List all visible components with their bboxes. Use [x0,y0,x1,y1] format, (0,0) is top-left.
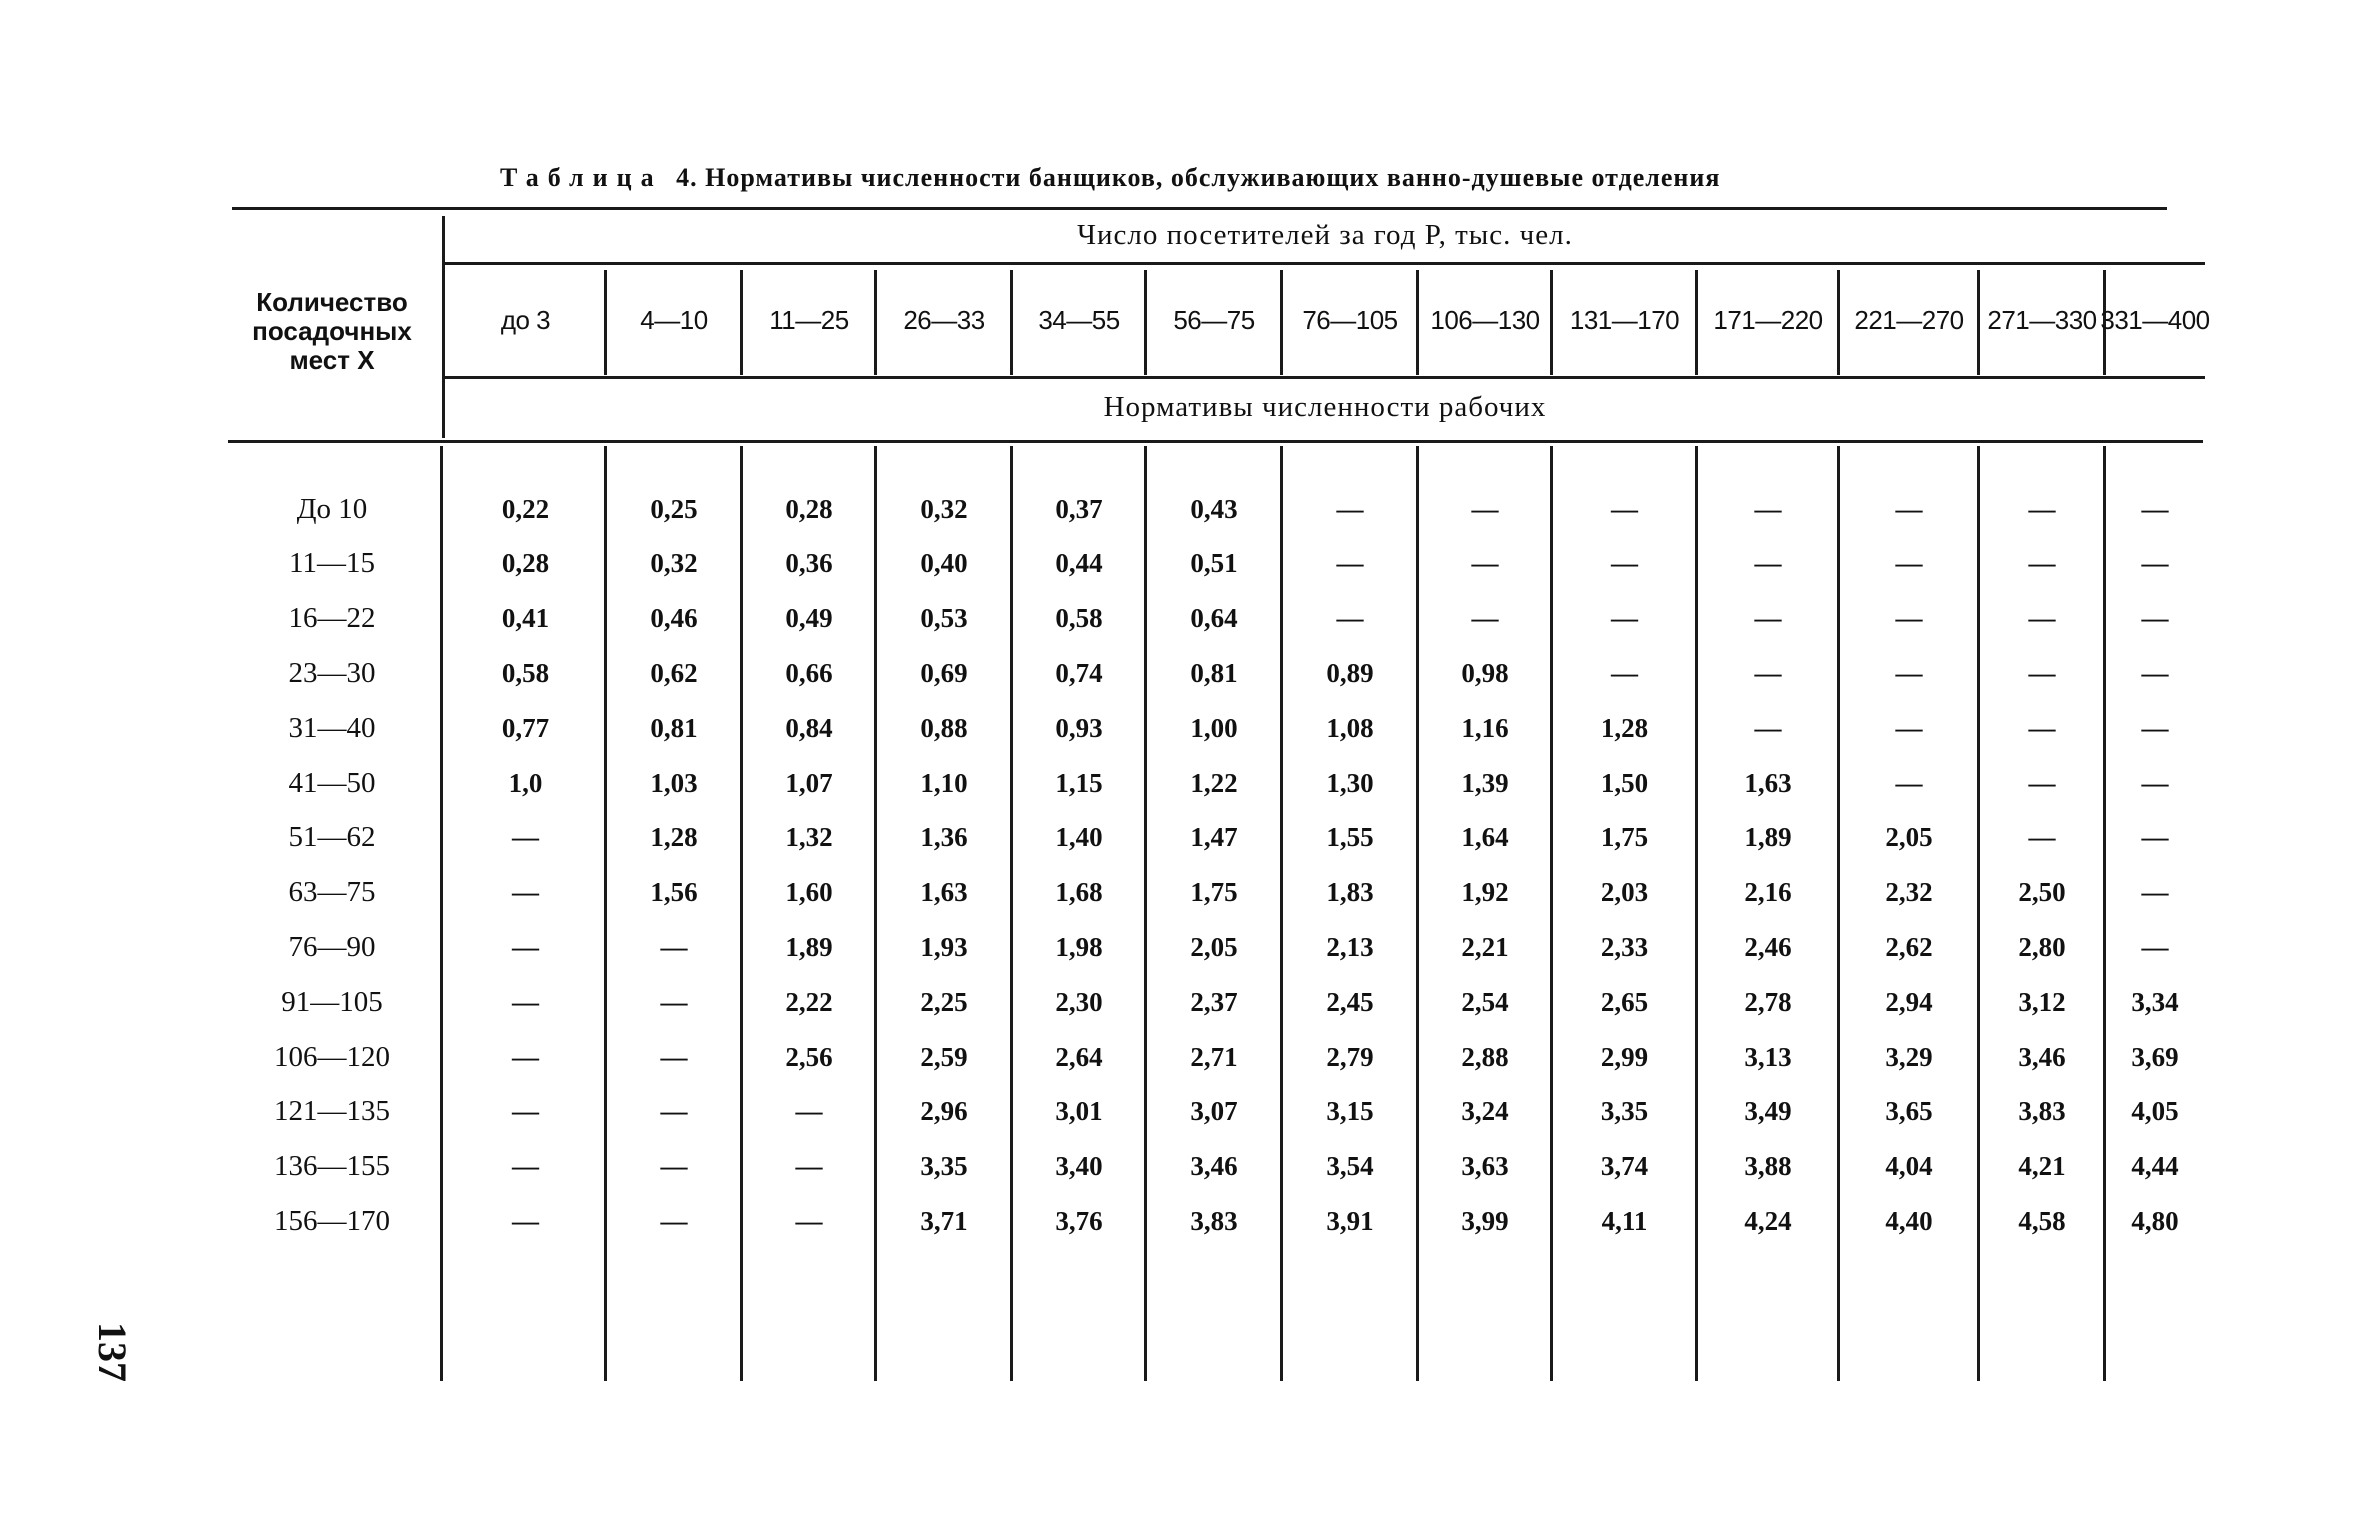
table-cell: 2,03 [1600,877,1649,908]
row-label: 121—135 [274,1095,390,1128]
table-cell: 3,29 [1885,1041,1933,1072]
table-cell: 1,55 [1326,822,1374,853]
table-cell: 1,28 [1600,712,1649,743]
table-cell: — [1895,712,1923,743]
column-header: 11—25 [769,305,849,335]
table-cell: 1,75 [1600,822,1649,853]
table-cell: 1,16 [1461,712,1509,743]
row-label: 76—90 [288,930,376,963]
table-cell: 1,83 [1326,877,1374,908]
table-cell: — [512,931,539,962]
table-cell: 0,40 [920,548,968,579]
table-cell: 2,32 [1885,877,1933,908]
table-cell: 0,64 [1190,603,1238,634]
table-cell: — [2141,548,2169,579]
table-cell: 3,71 [920,1205,968,1236]
table-cell: — [1754,548,1782,579]
table-cell: 2,30 [1055,986,1103,1017]
table-cell: 2,62 [1885,931,1933,962]
table-cell: — [660,1151,688,1182]
table-cell: 2,59 [920,1041,968,1072]
table-cell: — [2028,493,2056,524]
table-cell: 2,05 [1190,931,1238,962]
table-cell: 3,83 [1190,1205,1238,1236]
table-cell: 3,01 [1055,1096,1103,1127]
table-cell: 3,91 [1326,1205,1374,1236]
table-cell: — [512,1096,539,1127]
table-cell: — [795,1151,823,1182]
table-cell: 0,28 [785,493,833,524]
table-cell: — [660,931,688,962]
column-header: 171—220 [1713,305,1823,335]
table-cell: — [1611,603,1638,634]
table-cell: 1,36 [920,822,968,853]
table-cell: 2,22 [785,986,833,1017]
table-cell: 2,25 [920,986,968,1017]
table-cell: 1,30 [1326,767,1374,798]
table-cell: 1,47 [1190,822,1238,853]
table-cell: 3,35 [1600,1096,1649,1127]
table-cell: 3,49 [1744,1096,1792,1127]
table-cell: 1,56 [650,877,698,908]
table-cell: 1,32 [785,822,833,853]
table-cell: 1,68 [1055,877,1103,908]
table-cell: — [1471,603,1499,634]
table-cell: 4,04 [1885,1151,1933,1182]
row-label: 136—155 [274,1150,390,1183]
table-cell: 1,03 [650,767,698,798]
table-cell: — [2141,712,2169,743]
table-cell: 3,99 [1461,1205,1509,1236]
table-cell: — [1895,603,1923,634]
column-header: 34—55 [1038,305,1120,335]
table-cell: — [2028,767,2056,798]
table-cell: 4,40 [1885,1205,1933,1236]
table-cell: 3,46 [1190,1151,1238,1182]
table-cell: 1,0 [508,767,543,798]
row-label: 51—62 [288,821,376,854]
table-cell: — [1895,493,1923,524]
table-cell: 2,96 [920,1096,968,1127]
table-cell: 1,89 [1744,822,1792,853]
table-cell: 0,46 [650,603,698,634]
table-cell: 0,28 [501,548,550,579]
table-cell: — [1611,657,1638,688]
table-cell: 3,74 [1600,1151,1649,1182]
page-number: 137 [90,1322,135,1382]
table-cell: 1,64 [1461,822,1509,853]
table-cell: — [1754,712,1782,743]
table-cell: — [660,1205,688,1236]
table-cell: — [512,1151,539,1182]
table-cell: 4,44 [2131,1151,2179,1182]
table-cell: 0,58 [1055,603,1103,634]
table-cell: 2,65 [1600,986,1649,1017]
table-cell: — [660,986,688,1017]
table-cell: 3,24 [1461,1096,1509,1127]
table-cell: — [512,986,539,1017]
column-header: 331—400 [2100,305,2210,335]
table-cell: 3,88 [1744,1151,1792,1182]
table-cell: 2,54 [1461,986,1509,1017]
table-cell: — [2028,603,2056,634]
table-cell: 0,84 [785,712,833,743]
table-cell: 0,53 [920,603,968,634]
table-cell: — [2028,712,2056,743]
table-cell: 0,88 [920,712,968,743]
table-cell: 2,94 [1885,986,1933,1017]
column-header-bottom-rule [445,376,2205,379]
row-label: 63—75 [288,876,376,909]
table-cell: 3,07 [1190,1096,1238,1127]
table-cell: — [1754,603,1782,634]
table-top-rule [232,207,2167,210]
table-cell: — [2141,822,2169,853]
table-cell: 3,54 [1326,1151,1374,1182]
table-cell: 3,40 [1055,1151,1103,1182]
table-cell: 4,80 [2131,1205,2179,1236]
table-cell: 0,41 [501,603,550,634]
table-cell: 1,98 [1055,931,1103,962]
column-header-top-rule [445,262,2205,265]
row-label: До 10 [296,492,368,525]
table-cell: 1,60 [785,877,833,908]
table-cell: — [2141,603,2169,634]
table-cell: 0,81 [650,712,698,743]
table-cell: 0,36 [785,548,833,579]
table-cell: 3,65 [1885,1096,1933,1127]
table-caption-text: 4. Нормативы численности банщиков, обслуживающих ванно-душевые отделения [676,163,1721,192]
table-cell: 2,71 [1190,1041,1238,1072]
column-header: 56—75 [1173,305,1255,335]
table-cell: 3,76 [1055,1205,1103,1236]
table-cell: 0,66 [785,657,833,688]
row-label: 106—120 [274,1040,390,1073]
table-cell: 2,05 [1885,822,1933,853]
table-cell: 0,77 [501,712,550,743]
table-cell: — [1336,603,1364,634]
table-cell: 0,98 [1461,657,1509,688]
table-cell: 1,15 [1055,767,1103,798]
column-header: 221—270 [1854,305,1964,335]
row-label: 91—105 [281,985,383,1018]
column-header: 4—10 [640,305,708,335]
table-cell: 1,92 [1461,877,1509,908]
table-cell: 4,11 [1601,1205,1648,1236]
table-cell: 0,89 [1326,657,1374,688]
table-cell: 4,21 [2018,1151,2066,1182]
visitors-span-header: Число посетителей за год P, тыс. чел. [1077,219,1573,251]
table-cell: 2,99 [1600,1041,1649,1072]
table-cell: 0,22 [501,493,550,524]
table-cell: 0,25 [650,493,698,524]
table-cell: 1,07 [785,767,833,798]
table-cell: — [1895,657,1923,688]
table-cell: 0,69 [920,657,968,688]
table-caption [500,163,1980,193]
table-cell: — [2141,767,2169,798]
header-bottom-rule [228,440,2203,443]
table-cell: 1,63 [920,877,968,908]
table-cell: 3,35 [920,1151,968,1182]
table-cell: — [660,1096,688,1127]
table-cell: 1,28 [650,822,698,853]
table-cell: — [1471,548,1499,579]
table-cell: — [1754,657,1782,688]
table-cell: 1,40 [1055,822,1103,853]
table-cell: — [795,1205,823,1236]
table-cell: 1,50 [1600,767,1649,798]
table-cell: 2,13 [1326,931,1374,962]
table-cell: 1,89 [785,931,833,962]
table-cell: 3,83 [2018,1096,2066,1127]
table-cell: — [512,822,539,853]
table-cell: 0,51 [1190,548,1238,579]
column-header: 131—170 [1569,305,1680,335]
table-cell: 1,39 [1461,767,1509,798]
table-caption-lead: Таблица [500,163,663,192]
column-header: 26—33 [903,305,985,335]
table-cell: 0,43 [1190,493,1238,524]
table-cell: 0,37 [1055,493,1103,524]
column-header: 106—130 [1430,305,1540,335]
table-cell: 0,44 [1055,548,1103,579]
table-cell: 2,80 [2018,931,2066,962]
table-cell: — [1754,493,1782,524]
table-cell: — [1611,493,1638,524]
table-cell: 1,08 [1326,712,1374,743]
table-cell: 2,88 [1461,1041,1509,1072]
column-header: до 3 [500,305,551,335]
table-cell: 0,93 [1055,712,1103,743]
table-cell: — [512,1205,539,1236]
table-cell: — [660,1041,688,1072]
table-cell: 3,63 [1461,1151,1509,1182]
table-cell: 0,32 [920,493,968,524]
table-cell: — [2028,822,2056,853]
row-label: 11—15 [289,547,375,580]
stub-body-separator [440,446,443,1381]
row-label: 23—30 [288,656,376,689]
table-cell: 2,37 [1190,986,1238,1017]
table-cell: 2,45 [1326,986,1374,1017]
table-cell: 1,75 [1190,877,1238,908]
table-cell: 0,81 [1190,657,1238,688]
table-cell: 4,58 [2018,1205,2066,1236]
table-cell: 2,79 [1326,1041,1374,1072]
row-label: 31—40 [288,711,376,744]
table-cell: — [2028,657,2056,688]
table-cell: — [2141,877,2169,908]
table-cell: — [1895,548,1923,579]
table-cell: — [2141,493,2169,524]
table-cell: 3,46 [2018,1041,2066,1072]
table-cell: — [1895,767,1923,798]
stub-header [232,288,432,375]
table-cell: 2,16 [1744,877,1792,908]
stub-header-line-1: Количество [256,287,408,317]
table-cell: 1,22 [1190,767,1238,798]
table-cell: 4,05 [2131,1096,2179,1127]
table-cell: 1,63 [1744,767,1792,798]
row-label: 156—170 [274,1204,390,1237]
table-cell: 0,74 [1055,657,1103,688]
table-cell: 2,33 [1600,931,1649,962]
table-cell: 4,24 [1744,1205,1792,1236]
table-cell: 1,10 [920,767,968,798]
row-label: 41—50 [288,766,376,799]
table-cell: 0,32 [650,548,698,579]
row-label: 16—22 [288,602,376,635]
table-cell: 3,13 [1744,1041,1792,1072]
table-cell: 2,64 [1055,1041,1103,1072]
column-header: 76—105 [1302,305,1398,335]
table-cell: 2,56 [785,1041,833,1072]
table-cell: 1,93 [920,931,968,962]
stub-header-line-3: мест X [289,345,375,375]
table-cell: — [2141,657,2169,688]
table-cell: — [1336,548,1364,579]
table-cell: 0,49 [785,603,833,634]
table-cell: 3,12 [2018,986,2066,1017]
table-cell: — [795,1096,823,1127]
norms-span-header: Нормативы численности рабочих [1103,391,1547,423]
table-cell: 0,62 [650,657,698,688]
stub-header-line-2: посадочных [252,316,412,346]
table-cell: 3,15 [1326,1096,1374,1127]
table-cell: — [1336,493,1364,524]
table-cell: 1,00 [1190,712,1238,743]
table-cell: 2,21 [1461,931,1509,962]
table-cell: 2,46 [1744,931,1792,962]
table-cell: — [512,877,539,908]
table-cell: 2,78 [1744,986,1792,1017]
table-cell: — [2141,931,2169,962]
table-cell: — [1611,548,1638,579]
table-cell: 3,69 [2131,1041,2179,1072]
column-header: 271—330 [1987,305,2097,335]
table-cell: — [1471,493,1499,524]
table-cell: 0,58 [501,657,550,688]
table-cell: — [2028,548,2056,579]
table-cell: 2,50 [2018,877,2066,908]
table-cell: — [512,1041,539,1072]
table-cell: 3,34 [2131,986,2179,1017]
